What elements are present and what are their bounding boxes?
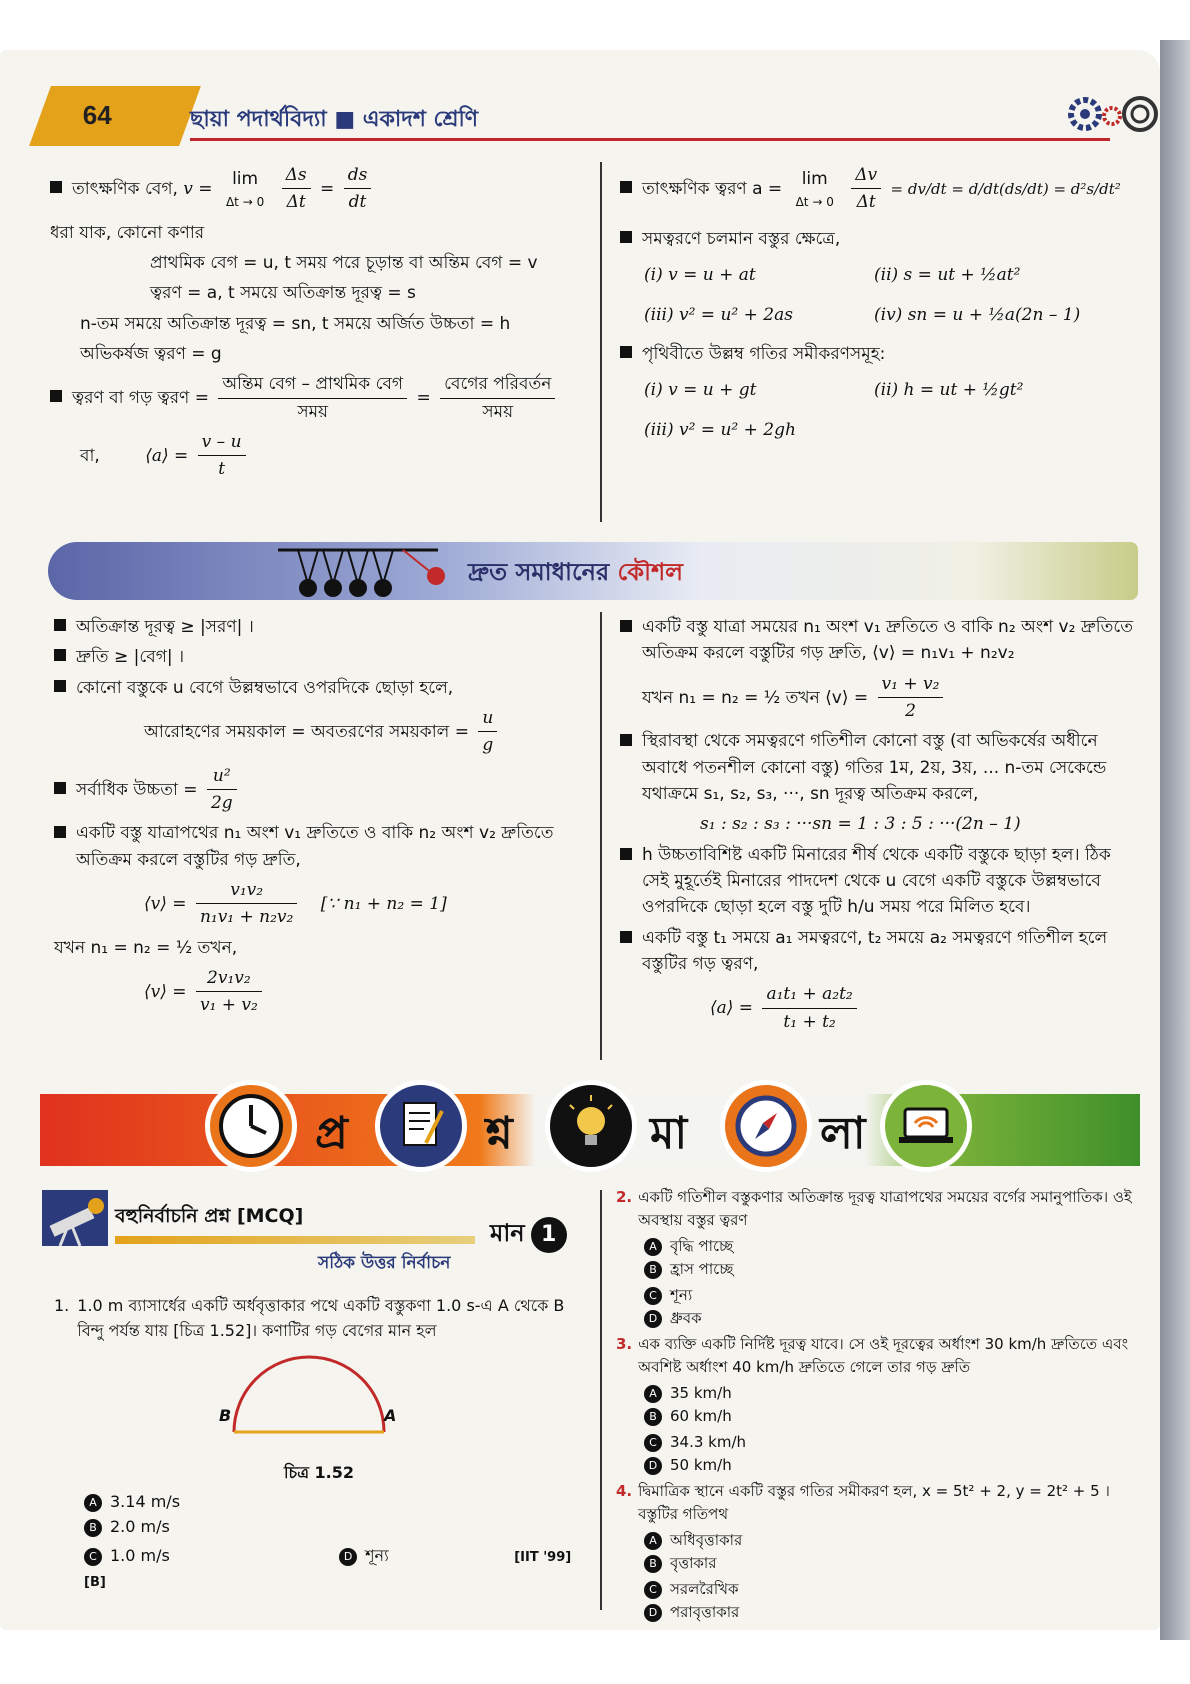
- mid-right-column: [620, 610, 1140, 1039]
- bullet-icon: [620, 346, 632, 358]
- uniform-accel-heading: [620, 226, 1140, 252]
- bullet-icon: [620, 931, 632, 943]
- tip-8: [620, 842, 1140, 921]
- option-c[interactable]: [84, 1544, 334, 1569]
- option-badge: D: [644, 1457, 662, 1475]
- mean-speed-fraction: [878, 671, 944, 725]
- option-text: শূন্য: [670, 1286, 693, 1304]
- bullet-icon: [620, 848, 632, 860]
- marks-label: [490, 1215, 567, 1255]
- tip-5: [54, 820, 584, 873]
- option-text: 2.0 m/s: [110, 1516, 170, 1536]
- tip-7-ratio: s₁ : s₂ : s₃ : ···sn = 1 : 3 : 5 : ···(2n – 1): [700, 814, 1021, 835]
- option-badge: C: [644, 1434, 662, 1452]
- numerator: অন্তিম বেগ – প্রাথমিক বেগ: [218, 371, 407, 398]
- ds-dt-fraction: [282, 162, 311, 216]
- numerator: বেগের পরিবর্তন: [440, 371, 555, 398]
- denominator: 2g: [210, 793, 233, 814]
- semicircle-figure: [54, 1348, 584, 1458]
- banner-title-part2: কৌশল: [617, 558, 684, 586]
- newtons-cradle-icon: [268, 544, 468, 600]
- question-3: [616, 1333, 1146, 1378]
- option-text: 50 km/h: [670, 1455, 732, 1474]
- book-title: ছায়া পদার্থবিদ্যা ■ একাদশ শ্রেণি: [190, 107, 479, 132]
- numerator: a₁t₁ + a₂t₂: [762, 981, 856, 1008]
- notepad-icon: [375, 1080, 467, 1172]
- question-4-options-b: [616, 1578, 1146, 1623]
- numerator: Δv: [851, 162, 881, 189]
- avg-accel-fraction: [762, 981, 856, 1035]
- max-height-fraction: [207, 763, 237, 817]
- lim-text: lim: [801, 169, 828, 190]
- option-badge: D: [339, 1548, 357, 1566]
- equation-1: (i) v = u + at: [644, 265, 756, 286]
- limit-block: [222, 166, 268, 211]
- avg-accel-symbol: ⟨a⟩ =: [145, 445, 189, 466]
- question-2-text: একটি গতিশীল বস্তুকণার অতিক্রান্ত দূরত্ব যাত্রাপথের সময়ের বর্গের সমানুপাতিক। ওই অবস্থায় বস্তুর ত্বরণ: [638, 1188, 1132, 1229]
- option-badge: B: [644, 1261, 662, 1279]
- equation-3: (iii) v² = u² + 2as: [644, 305, 793, 326]
- denominator: dt: [348, 192, 367, 213]
- lim-sub: Δt → 0: [225, 194, 265, 209]
- question-3-options-a: [616, 1382, 1146, 1427]
- denominator: 2: [905, 701, 916, 722]
- vertical-motion-text: পৃথিবীতে উল্লম্ব গতির সমীকরণসমূহ:: [642, 343, 886, 364]
- or-row: [50, 429, 590, 483]
- option-a[interactable]: [644, 1529, 894, 1552]
- option-badge: A: [84, 1494, 102, 1512]
- tip-8-text: h উচ্চতাবিশিষ্ট একটি মিনারের শীর্ষ থেকে একটি বস্তুকে ছাড়া হল। ঠিক সেই মুহূর্তেই মিনারের পাদদেশ থেকে u বেগে একটি বস্তুকে উল্লম্বভাবে ওপরদিকে ছোড়া হলে বস্তু দুটি h/u সময় পরে মিলিত হবে।: [642, 844, 1111, 918]
- definition-line-c: n-তম সময়ে অতিক্রান্ত দূরত্ব = sn, t সময়ে অর্জিত উচ্চতা = h: [80, 313, 511, 334]
- option-d[interactable]: [644, 1601, 894, 1624]
- option-b[interactable]: [84, 1515, 334, 1540]
- header-rule: [190, 138, 1110, 141]
- option-badge: C: [84, 1548, 102, 1566]
- equation-row-1: [620, 262, 1140, 288]
- option-text: অধিবৃত্তাকার: [670, 1531, 743, 1549]
- quick-tricks-title: [468, 554, 683, 594]
- condition-note: [∵ n₁ + n₂ = 1]: [320, 893, 447, 914]
- book-edge: [1160, 40, 1190, 1640]
- banner-syllable-3: মা: [650, 1108, 688, 1159]
- column-divider: [600, 612, 602, 1060]
- tip-9-equation: [620, 981, 1140, 1035]
- limit-block: [792, 166, 838, 211]
- question-2-options-a: [616, 1235, 1146, 1280]
- vertical-motion-heading: [620, 341, 1140, 367]
- definition-line-d: অভিকর্ষজ ত্বরণ = g: [80, 344, 222, 365]
- column-divider: [600, 1190, 602, 1610]
- option-badge: B: [644, 1408, 662, 1426]
- option-d[interactable]: [644, 1307, 894, 1330]
- bullet-icon: [54, 782, 66, 794]
- tip-3: [54, 675, 584, 701]
- dv-dt-fraction: [851, 162, 881, 216]
- bullet-icon: [54, 680, 66, 692]
- denominator: n₁v₁ + n₂v₂: [199, 907, 294, 928]
- option-text: 1.0 m/s: [110, 1545, 170, 1565]
- numerator: ds: [344, 162, 372, 189]
- option-a[interactable]: [644, 1235, 894, 1258]
- option-text: ধ্রুবক: [670, 1308, 702, 1327]
- bullet-icon: [620, 734, 632, 746]
- equation-4: (iv) sn = u + ½a(2n – 1): [874, 305, 1081, 326]
- question-3-text: এক ব্যক্তি একটি নির্দিষ্ট দূরত্ব যাবে। সে ওই দূরত্বের অর্ধাংশ 30 km/h দ্রুতিতে এবং অবশিষ্ট অর্ধাংশ 40 km/h দ্রুতিতে গেলে তার গড় দ্রুতি: [638, 1335, 1129, 1376]
- tip-6: [620, 614, 1140, 667]
- figure-label-a: A: [384, 1406, 397, 1425]
- question-2: [616, 1186, 1146, 1231]
- denominator: t₁ + t₂: [783, 1011, 836, 1032]
- option-text: 3.14 m/s: [110, 1492, 181, 1512]
- max-height-label: সর্বাধিক উচ্চতা =: [76, 779, 198, 800]
- option-d[interactable]: [644, 1454, 894, 1477]
- avg-accel-symbol: ⟨a⟩ =: [710, 998, 754, 1019]
- question-4-number: 4.: [616, 1482, 633, 1500]
- denominator: Δt: [856, 192, 876, 213]
- option-c[interactable]: [644, 1431, 894, 1454]
- avg-speed-symbol: ⟨v⟩ =: [144, 981, 187, 1002]
- top-left-column: [50, 158, 590, 487]
- banner-syllable-2: শ্ন: [485, 1108, 513, 1159]
- option-badge: B: [644, 1555, 662, 1573]
- tip-7-text: স্থিরাবস্থা থেকে সমত্বরণে গতিশীল কোনো বস্তু (বা অভিকর্ষের অধীনে অবাধে পতনশীল কোনো বস্তু) গতির 1ম, 2য়, 3য়, ... n-তম সেকেন্ডে যথাক্রমে s₁, s₂, s₃, ···, sn দূরত্ব অতিক্রম করলে,: [642, 731, 1107, 805]
- option-d[interactable]: [339, 1544, 509, 1569]
- option-a[interactable]: [84, 1490, 334, 1515]
- numerator: u: [478, 705, 497, 732]
- acceleration-derivatives: = dv/dt = d/dt(ds/dt) = d²s/dt²: [890, 179, 1121, 198]
- figure-caption: চিত্র 1.52: [283, 1463, 354, 1483]
- lim-text: lim: [232, 169, 259, 190]
- question-4: [616, 1480, 1146, 1525]
- denominator: g: [482, 735, 494, 756]
- average-acceleration-row: [50, 371, 590, 425]
- lim-sub: Δt → 0: [795, 194, 834, 209]
- definition-line-b: ত্বরণ = a, t সময়ে অতিক্রান্ত দূরত্ব = s: [150, 283, 416, 304]
- intro-text: ধরা যাক, কোনো কণার: [50, 222, 205, 243]
- question-1-text-row: [54, 1294, 584, 1344]
- option-c[interactable]: [644, 1284, 894, 1307]
- velocity-symbol: v =: [183, 178, 213, 199]
- denominator: সময়: [482, 401, 514, 422]
- question-1-number: 1.: [54, 1296, 70, 1315]
- question-2-options-b: [616, 1284, 1146, 1329]
- option-text: 34.3 km/h: [670, 1433, 747, 1451]
- instant-acceleration-label: তাৎক্ষণিক ত্বরণ a =: [642, 178, 783, 199]
- bullet-icon: [54, 649, 66, 661]
- bullet-icon: [620, 231, 632, 243]
- questions-right: [616, 1182, 1146, 1627]
- numerator: v₁v₂: [196, 877, 297, 904]
- clock-icon: [205, 1080, 297, 1172]
- bullet-icon: [54, 619, 66, 631]
- equation-6: (ii) h = ut + ½gt²: [874, 380, 1024, 401]
- avg-accel-fraction: [198, 429, 246, 483]
- equals-sign: =: [320, 178, 335, 199]
- banner-title-part1: দ্রুত সমাধানের: [468, 558, 610, 586]
- accel-fraction-2: [440, 371, 555, 425]
- accel-fraction-1: [218, 371, 407, 425]
- option-text: পরাবৃত্তাকার: [670, 1602, 740, 1621]
- telescope-icon: [42, 1190, 108, 1246]
- tip-6-text: একটি বস্তু যাত্রা সময়ের n₁ অংশ v₁ দ্রুতিতে ও বাকি n₂ অংশ v₂ দ্রুতিতে অতিক্রম করলে বস্তুটির গড় দ্রুতি, ⟨v⟩ = n₁v₁ + n₂v₂: [642, 617, 1133, 664]
- derivative-fraction: [344, 162, 372, 216]
- bullet-icon: [54, 826, 66, 838]
- option-text: হ্রাস পাচ্ছে: [670, 1259, 734, 1278]
- ascent-descent-label: আরোহণের সময়কাল = অবতরণের সময়কাল =: [144, 721, 469, 742]
- instant-velocity-row: [50, 162, 590, 216]
- column-divider: [600, 162, 602, 522]
- uniform-accel-text: সমত্বরণে চলমান বস্তুর ক্ষেত্রে,: [642, 228, 841, 249]
- option-text: বৃত্তাকার: [670, 1553, 717, 1572]
- tip-2: [54, 644, 584, 670]
- option-b[interactable]: [644, 1258, 894, 1281]
- tip-5-text: একটি বস্তু যাত্রাপথের n₁ অংশ v₁ দ্রুতিতে ও বাকি n₂ অংশ v₂ দ্রুতিতে অতিক্রম করলে বস্তুটির গড় দ্রুতি,: [76, 823, 554, 870]
- numerator: v₁ + v₂: [878, 671, 944, 698]
- option-text: সরলরৈখিক: [670, 1580, 739, 1598]
- option-a[interactable]: [644, 1382, 894, 1405]
- option-badge: D: [644, 1310, 662, 1328]
- question-3-number: 3.: [616, 1335, 633, 1353]
- u-over-g: [478, 705, 497, 759]
- question-1-text: 1.0 m ব্যাসার্ধের একটি অর্ধবৃত্তাকার পথে একটি বস্তুকণা 1.0 s-এ A থেকে B বিন্দু পর্যন্ত যায় [চিত্র 1.52]। কণাটির গড় বেগের মান হল: [77, 1296, 565, 1340]
- option-badge: C: [644, 1287, 662, 1305]
- tip-9-text: একটি বস্তু t₁ সময়ে a₁ সমত্বরণে, t₂ সময়ে a₂ সমত্বরণে গতিশীল হলে বস্তুটির গড় ত্বরণ,: [642, 927, 1108, 975]
- option-text: বৃদ্ধি পাচ্ছে: [670, 1237, 734, 1255]
- question-2-number: 2.: [616, 1188, 633, 1206]
- numerator: v – u: [198, 429, 246, 456]
- avg-speed-symbol: ⟨v⟩ =: [144, 893, 187, 914]
- option-b[interactable]: [644, 1552, 894, 1575]
- numerator: 2v₁v₂: [196, 965, 262, 992]
- page-number: 64: [82, 100, 112, 130]
- gears-icon: [1060, 86, 1160, 146]
- option-text: 60 km/h: [670, 1406, 732, 1425]
- question-4-options-a: [616, 1529, 1146, 1574]
- tip-7: [620, 728, 1140, 807]
- numerator: Δs: [282, 162, 311, 189]
- bullet-icon: [50, 181, 62, 193]
- tip-3-equation: [54, 705, 584, 759]
- page-number-tab: [29, 86, 201, 146]
- average-acceleration-label: ত্বরণ বা গড় ত্বরণ =: [72, 388, 209, 409]
- harmonic-fraction: [196, 965, 262, 1019]
- mcq-heading: বহুনির্বাচনি প্রশ্ন [MCQ]: [115, 1205, 304, 1227]
- tip-6-when-text: যখন n₁ = n₂ = ½ তখন ⟨v⟩ =: [642, 687, 869, 708]
- denominator: Δt: [286, 192, 306, 213]
- compass-icon: [720, 1080, 812, 1172]
- question-4-text: দ্বিমাত্রিক স্থানে একটি বস্তুর গতির সমীকরণ হল, x = 5t² + 2, y = 2t² + 5 । বস্তুটির গতিপথ: [638, 1482, 1110, 1523]
- quick-tricks-banner: [48, 542, 1138, 600]
- option-c[interactable]: [644, 1578, 894, 1601]
- equals-sign: =: [416, 388, 431, 409]
- top-right-column: [620, 158, 1140, 448]
- equation-5: (i) v = u + gt: [644, 380, 757, 401]
- tip-4: [54, 763, 584, 817]
- option-b[interactable]: [644, 1405, 894, 1428]
- denominator: সময়: [297, 401, 329, 422]
- tip-1: [54, 614, 584, 640]
- mcq-heading-bar: [115, 1236, 475, 1244]
- instant-velocity-label: তাৎক্ষণিক বেগ,: [72, 178, 178, 199]
- tip-5-equation: [54, 877, 584, 931]
- question-3-options-b: [616, 1431, 1146, 1476]
- option-badge: B: [84, 1519, 102, 1537]
- option-text: 35 km/h: [670, 1384, 732, 1402]
- bullet-icon: [620, 181, 632, 193]
- denominator: t: [218, 459, 226, 480]
- laptop-wifi-icon: [880, 1080, 972, 1172]
- bullet-icon: [50, 390, 62, 402]
- tip-6-when: [620, 671, 1140, 725]
- tip-2-text: দ্রুতি ≥ |বেগ| ।: [76, 647, 185, 668]
- tip-9: [620, 925, 1140, 978]
- option-badge: C: [644, 1581, 662, 1599]
- option-badge: A: [644, 1385, 662, 1403]
- option-badge: A: [644, 1238, 662, 1256]
- mid-left-column: [54, 610, 584, 1023]
- question-1-options-a: [54, 1490, 584, 1540]
- tip-5-when: যখন n₁ = n₂ = ½ তখন,: [54, 937, 238, 958]
- equation-2: (ii) s = ut + ½at²: [874, 265, 1021, 286]
- page: [0, 50, 1160, 1630]
- equation-row-3: [620, 377, 1140, 403]
- denominator: v₁ + v₂: [199, 995, 258, 1016]
- marks-text: মান: [490, 1219, 525, 1247]
- numerator: u²: [207, 763, 237, 790]
- equation-7: (iii) v² = u² + 2gh: [644, 420, 796, 441]
- question-1-options-b: [54, 1544, 584, 1594]
- banner-syllable-4: লা: [820, 1108, 866, 1159]
- option-badge: D: [644, 1604, 662, 1622]
- option-badge: A: [644, 1532, 662, 1550]
- avg-speed-fraction: [196, 877, 297, 931]
- banner-syllable-1: প্র: [315, 1108, 348, 1159]
- instant-acceleration-row: [620, 162, 1140, 216]
- lightbulb-icon: [545, 1080, 637, 1172]
- definition-line-a: প্রাথমিক বেগ = u, t সময় পরে চূড়ান্ত বা অন্তিম বেগ = v: [150, 253, 538, 274]
- question-1-reference: [IIT '99] [B]: [84, 1549, 572, 1590]
- equation-row-2: [620, 302, 1140, 328]
- question-bank-banner: [40, 1080, 1140, 1180]
- bullet-icon: [620, 620, 632, 632]
- option-text: শূন্য: [365, 1545, 389, 1565]
- tip-3-text: কোনো বস্তুকে u বেগে উল্লম্বভাবে ওপরদিকে ছোড়া হলে,: [76, 677, 454, 698]
- tip-1-text: অতিক্রান্ত দূরত্ব ≥ |সরণ| ।: [76, 617, 254, 637]
- marks-value: 1: [531, 1217, 567, 1253]
- mcq-subheading: সঠিক উত্তর নির্বাচন: [318, 1253, 451, 1273]
- tip-5-equation-2: [54, 965, 584, 1019]
- or-label: বা,: [80, 445, 100, 466]
- question-1: [54, 1290, 584, 1597]
- figure-label-b: B: [219, 1406, 232, 1425]
